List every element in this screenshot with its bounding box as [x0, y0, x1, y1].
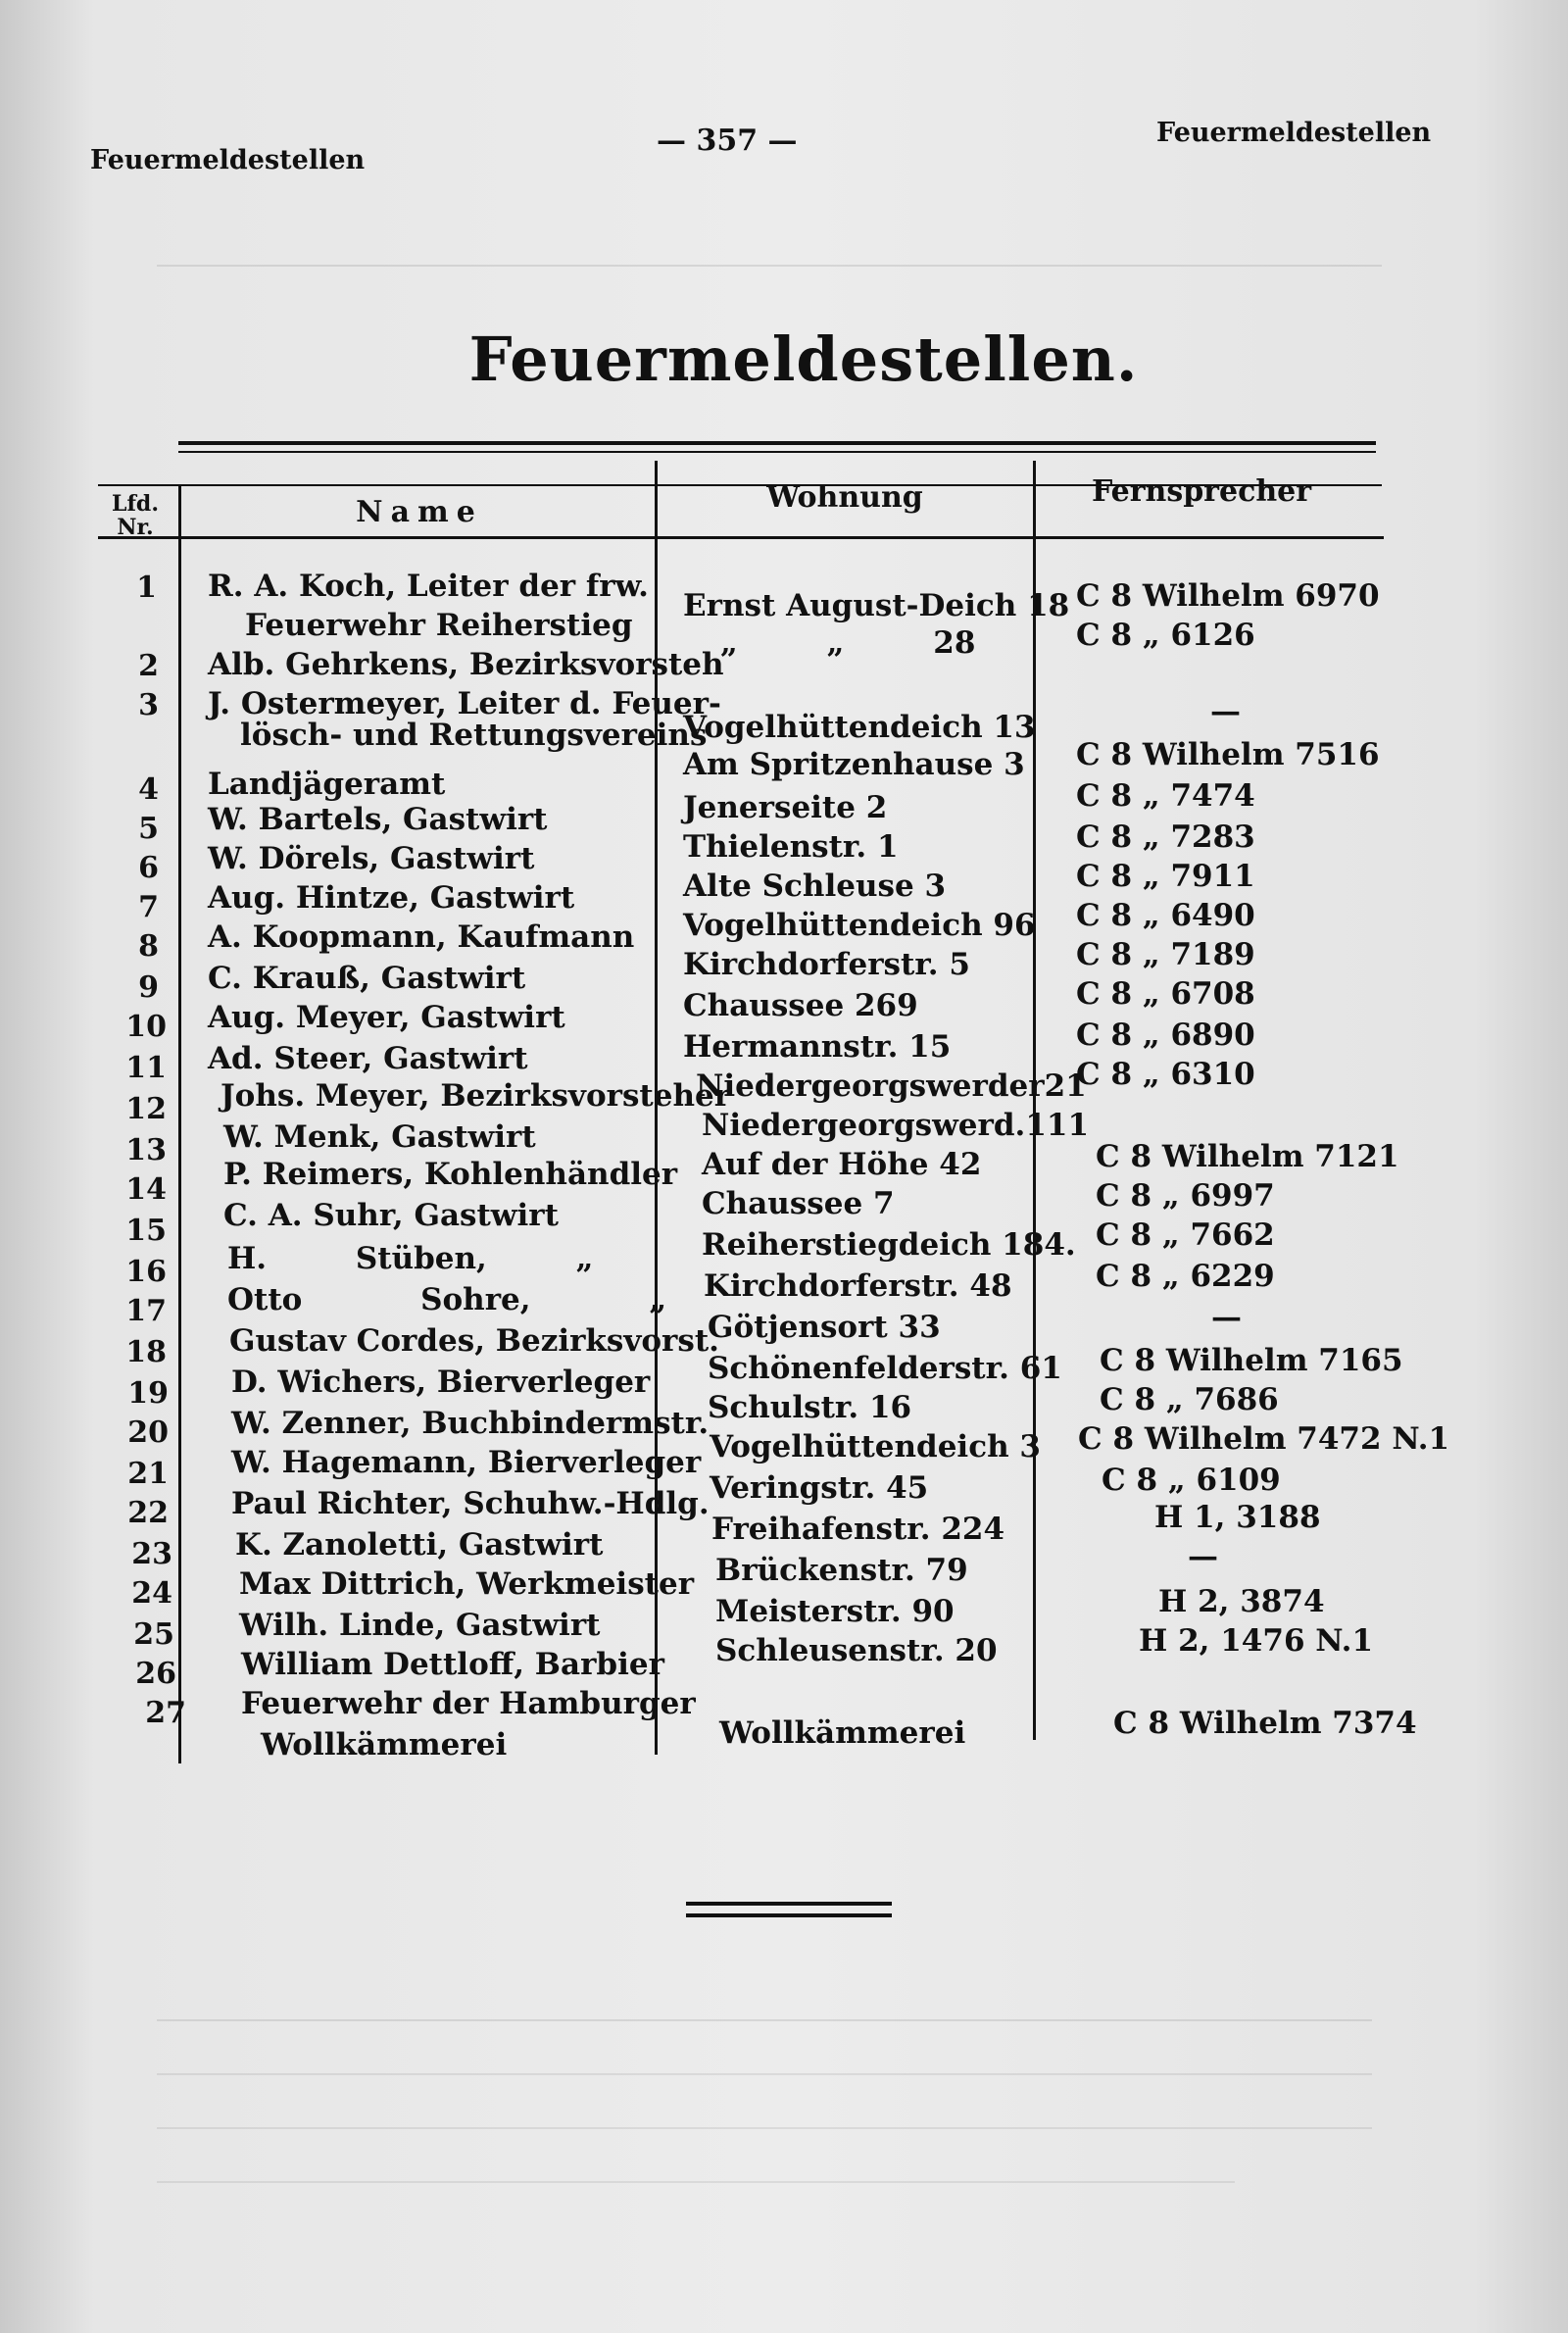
row-name-cont: Feuerwehr Reiherstieg	[245, 608, 633, 643]
row-nr: 17	[125, 1294, 167, 1328]
row-name: P. Reimers, Kohlenhändler	[223, 1157, 678, 1192]
table-top-rule-thin	[178, 451, 1376, 453]
row-nr: 1	[136, 571, 157, 605]
closing-rule-2	[686, 1913, 892, 1917]
row-phone: C 8 „ 7686	[1100, 1382, 1279, 1417]
row-address: Schönenfelderstr. 61	[708, 1351, 1062, 1386]
row-address: Hermannstr. 15	[683, 1029, 952, 1065]
row-phone: —	[1210, 694, 1241, 729]
row-nr: 14	[125, 1172, 167, 1207]
row-phone: —	[1211, 1300, 1242, 1335]
row-phone: C 8 Wilhelm 6970	[1076, 578, 1380, 614]
row-address: Wollkämmerei	[719, 1715, 966, 1751]
row-address: Veringstr. 45	[710, 1470, 929, 1506]
row-name: Aug. Hintze, Gastwirt	[208, 880, 575, 916]
row-phone: C 8 „ 6126	[1076, 618, 1255, 653]
bleed-through-line	[157, 2073, 1372, 2075]
row-name: Otto Sohre, „	[227, 1282, 667, 1317]
row-name: H. Stüben, „	[227, 1241, 594, 1276]
header-name: Name	[356, 495, 483, 529]
bleed-through-line	[157, 2019, 1372, 2021]
row-name: W. Dörels, Gastwirt	[208, 841, 535, 876]
running-head	[0, 116, 1568, 174]
row-nr: 10	[125, 1010, 167, 1044]
row-nr: 12	[125, 1092, 167, 1126]
row-nr: 18	[125, 1335, 167, 1369]
row-address: Niedergeorgswerd.111	[702, 1108, 1090, 1143]
row-nr: 3	[138, 688, 159, 722]
row-name: Alb. Gehrkens, Bezirksvorsteh	[208, 647, 724, 682]
row-name: C. Krauß, Gastwirt	[208, 961, 526, 996]
row-nr: 9	[138, 970, 159, 1005]
table-top-rule	[178, 441, 1376, 445]
row-nr: 24	[131, 1576, 172, 1611]
row-address: „ „ 28	[720, 625, 976, 661]
row-phone: H 2, 3874	[1158, 1584, 1325, 1619]
row-nr: 13	[125, 1133, 167, 1167]
row-name: D. Wichers, Bierverleger	[231, 1365, 651, 1400]
header-nr: Lfd. Nr.	[112, 491, 159, 540]
bleed-through-line	[157, 2127, 1372, 2129]
row-phone: C 8 Wilhelm 7472 N.1	[1078, 1421, 1450, 1457]
row-name: W. Bartels, Gastwirt	[208, 802, 548, 837]
row-phone: H 1, 3188	[1154, 1500, 1321, 1535]
row-phone: C 8 „ 6890	[1076, 1018, 1255, 1053]
row-name: William Dettloff, Barbier	[241, 1647, 664, 1682]
row-nr: 11	[125, 1051, 167, 1085]
row-phone: C 8 „ 6997	[1096, 1178, 1275, 1214]
row-name: Feuerwehr der Hamburger	[241, 1686, 696, 1721]
row-address: Kirchdorferstr. 5	[683, 947, 970, 982]
row-name: Paul Richter, Schuhw.-Hdlg.	[231, 1486, 710, 1521]
row-phone: C 8 „ 6310	[1076, 1057, 1255, 1092]
row-address: Brückenstr. 79	[715, 1553, 968, 1588]
table-header-bottom-rule	[98, 536, 1384, 539]
row-phone: C 8 „ 7911	[1076, 859, 1255, 894]
row-address: Götjensort 33	[708, 1310, 941, 1345]
row-phone: H 2, 1476 N.1	[1139, 1623, 1374, 1659]
row-address: Alte Schleuse 3	[683, 869, 947, 904]
row-phone: C 8 „ 6229	[1096, 1259, 1275, 1294]
bleed-through-line	[157, 2181, 1235, 2183]
row-address: Thielenstr. 1	[683, 829, 899, 865]
row-name: Aug. Meyer, Gastwirt	[208, 1000, 565, 1035]
row-nr: 19	[127, 1376, 169, 1411]
row-phone: C 8 Wilhelm 7121	[1096, 1139, 1399, 1174]
row-phone: C 8 Wilhelm 7374	[1113, 1706, 1417, 1741]
row-address: Vogelhüttendeich 3	[710, 1429, 1041, 1464]
row-name: R. A. Koch, Leiter der frw.	[208, 569, 649, 604]
row-nr: 26	[135, 1657, 176, 1691]
row-nr: 20	[127, 1415, 169, 1450]
row-name: Landjägeramt	[208, 767, 446, 802]
row-nr: 5	[138, 812, 159, 846]
closing-rule	[686, 1902, 892, 1906]
row-phone: C 8 „ 7662	[1096, 1217, 1275, 1253]
row-name: Johs. Meyer, Bezirksvorsteher	[220, 1078, 731, 1114]
row-name: W. Menk, Gastwirt	[223, 1119, 536, 1155]
row-nr: 22	[127, 1496, 169, 1530]
row-address: Reiherstiegdeich 184.	[702, 1227, 1076, 1263]
row-phone: C 8 Wilhelm 7516	[1076, 737, 1380, 772]
row-nr: 25	[133, 1617, 174, 1652]
row-name-cont: Wollkämmerei	[261, 1727, 508, 1762]
row-phone: —	[1188, 1539, 1218, 1574]
row-address: Vogelhüttendeich 96	[683, 908, 1036, 943]
row-nr: 16	[125, 1255, 167, 1289]
row-address: Freihafenstr. 224	[711, 1512, 1005, 1547]
row-name: Ad. Steer, Gastwirt	[208, 1041, 528, 1076]
row-address: Schleusenstr. 20	[715, 1633, 998, 1668]
header-phone: Fernsprecher	[1091, 474, 1312, 509]
running-head-left: Feuermeldestellen	[90, 145, 366, 175]
row-address: Kirchdorferstr. 48	[704, 1268, 1012, 1304]
row-address: Niedergeorgswerder21	[696, 1068, 1087, 1104]
running-head-right: Feuermeldestellen	[1156, 118, 1432, 148]
row-name: A. Koopmann, Kaufmann	[208, 919, 635, 955]
row-phone: C 8 „ 7283	[1076, 819, 1255, 855]
row-address: Meisterstr. 90	[715, 1594, 955, 1629]
row-name: J. Ostermeyer, Leiter d. Feuer-	[208, 686, 721, 721]
row-phone: C 8 „ 6109	[1102, 1463, 1281, 1498]
row-nr: 15	[125, 1214, 167, 1248]
row-name: Max Dittrich, Werkmeister	[239, 1566, 695, 1602]
row-nr: 4	[138, 772, 159, 807]
row-nr: 2	[138, 649, 159, 683]
row-address: Chaussee 269	[683, 988, 918, 1023]
row-phone: C 8 „ 6490	[1076, 898, 1255, 933]
row-phone: C 8 „ 6708	[1076, 976, 1255, 1012]
row-name: Gustav Cordes, Bezirksvorst.	[229, 1323, 719, 1359]
row-phone: C 8 „ 7189	[1076, 937, 1255, 972]
row-address: Ernst August-Deich 18	[683, 588, 1070, 623]
row-nr: 21	[127, 1457, 169, 1491]
row-name: C. A. Suhr, Gastwirt	[223, 1198, 559, 1233]
row-name: K. Zanoletti, Gastwirt	[235, 1527, 604, 1563]
row-nr: 7	[138, 890, 159, 924]
column-divider-nr	[178, 484, 181, 1763]
page-title: Feuermeldestellen.	[468, 323, 1139, 395]
page-number: — 357 —	[657, 124, 798, 158]
row-address: Schulstr. 16	[708, 1390, 912, 1425]
row-nr: 6	[138, 851, 159, 885]
row-name: Wilh. Linde, Gastwirt	[239, 1608, 601, 1643]
row-phone: C 8 Wilhelm 7165	[1100, 1343, 1403, 1378]
row-name: W. Zenner, Buchbindermstr.	[231, 1406, 710, 1441]
row-nr: 23	[131, 1537, 172, 1571]
row-address: Auf der Höhe 42	[702, 1147, 982, 1182]
row-address: Vogelhüttendeich 13	[683, 710, 1036, 745]
row-address: Jenerseite 2	[683, 790, 888, 825]
row-phone: C 8 „ 7474	[1076, 778, 1255, 814]
row-name: W. Hagemann, Bierverleger	[231, 1445, 702, 1480]
row-name-cont: lösch- und Rettungsvereins	[240, 718, 708, 753]
header-address: Wohnung	[766, 480, 923, 515]
row-address: Chaussee 7	[702, 1186, 895, 1221]
row-nr: 8	[138, 929, 159, 964]
row-nr: 27	[145, 1696, 186, 1730]
row-address: Am Spritzenhause 3	[683, 747, 1025, 782]
